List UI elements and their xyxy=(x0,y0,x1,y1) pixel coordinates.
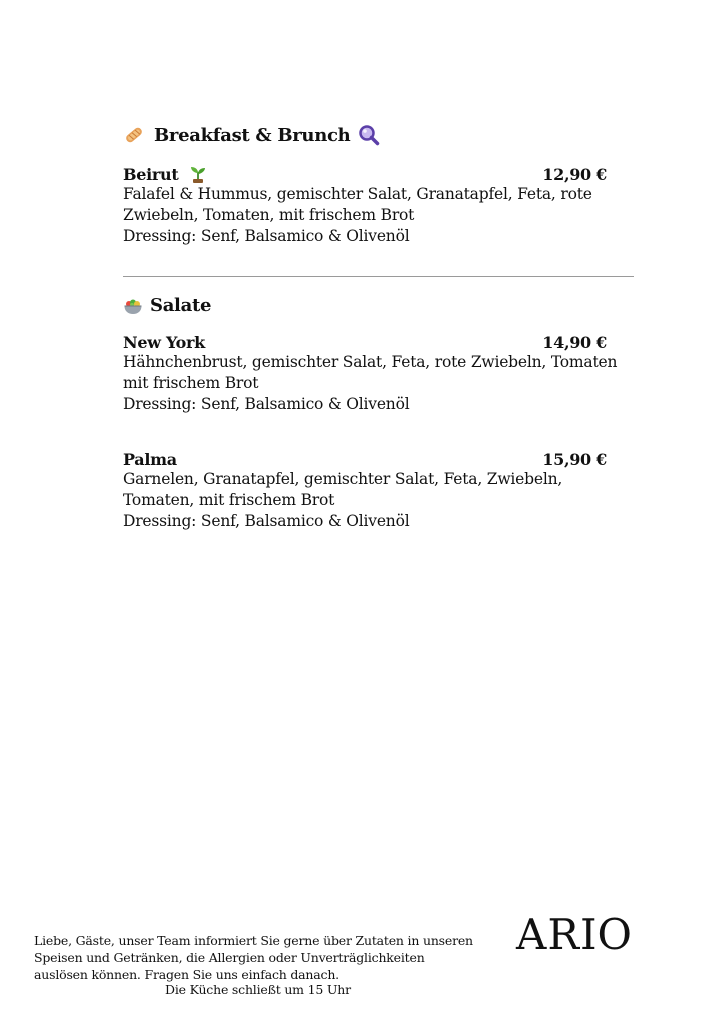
item-description: Hähnchenbrust, gemischter Salat, Feta, rote Zwiebeln, Tomaten mit frischem Brot Dressing: Senf, Balsamico & Olivenöl xyxy=(123,353,618,413)
item-name: New York xyxy=(123,332,205,352)
brand-logo: ARIO xyxy=(516,910,633,959)
section-title-salate xyxy=(123,295,211,316)
magnifier-icon xyxy=(358,124,380,146)
kitchen-closing-note: Die Küche schließt um 15 Uhr xyxy=(165,982,351,997)
seedling-icon xyxy=(188,164,208,184)
menu-item-palma xyxy=(123,448,607,532)
item-price: 15,90 € xyxy=(542,449,607,469)
bread-icon xyxy=(123,124,145,146)
item-price: 12,90 € xyxy=(542,164,607,184)
section-title-breakfast xyxy=(123,124,380,146)
section-divider xyxy=(123,276,634,277)
salad-bowl-icon xyxy=(123,296,143,316)
section-title-text: Breakfast & Brunch xyxy=(154,124,351,146)
menu-item-beirut xyxy=(123,163,607,247)
allergen-note: Liebe, Gäste, unser Team informiert Sie gerne über Zutaten in unseren Speisen und Getränken, die Allergien oder Unverträglichkeiten auslösen können. Fragen Sie uns einfach danach. xyxy=(34,933,473,982)
item-name: Palma xyxy=(123,449,177,469)
item-description: Falafel & Hummus, gemischter Salat, Granatapfel, Feta, rote Zwiebeln, Tomaten, mit frischem Brot Dressing: Senf, Balsamico & Olivenöl xyxy=(123,185,592,245)
item-name: Beirut xyxy=(123,164,179,184)
item-price: 14,90 € xyxy=(542,332,607,352)
item-description: Garnelen, Granatapfel, gemischter Salat, Feta, Zwiebeln, Tomaten, mit frischem Brot Dressing: Senf, Balsamico & Olivenöl xyxy=(123,470,563,530)
menu-item-new-york xyxy=(123,331,618,415)
section-title-text: Salate xyxy=(150,295,212,316)
